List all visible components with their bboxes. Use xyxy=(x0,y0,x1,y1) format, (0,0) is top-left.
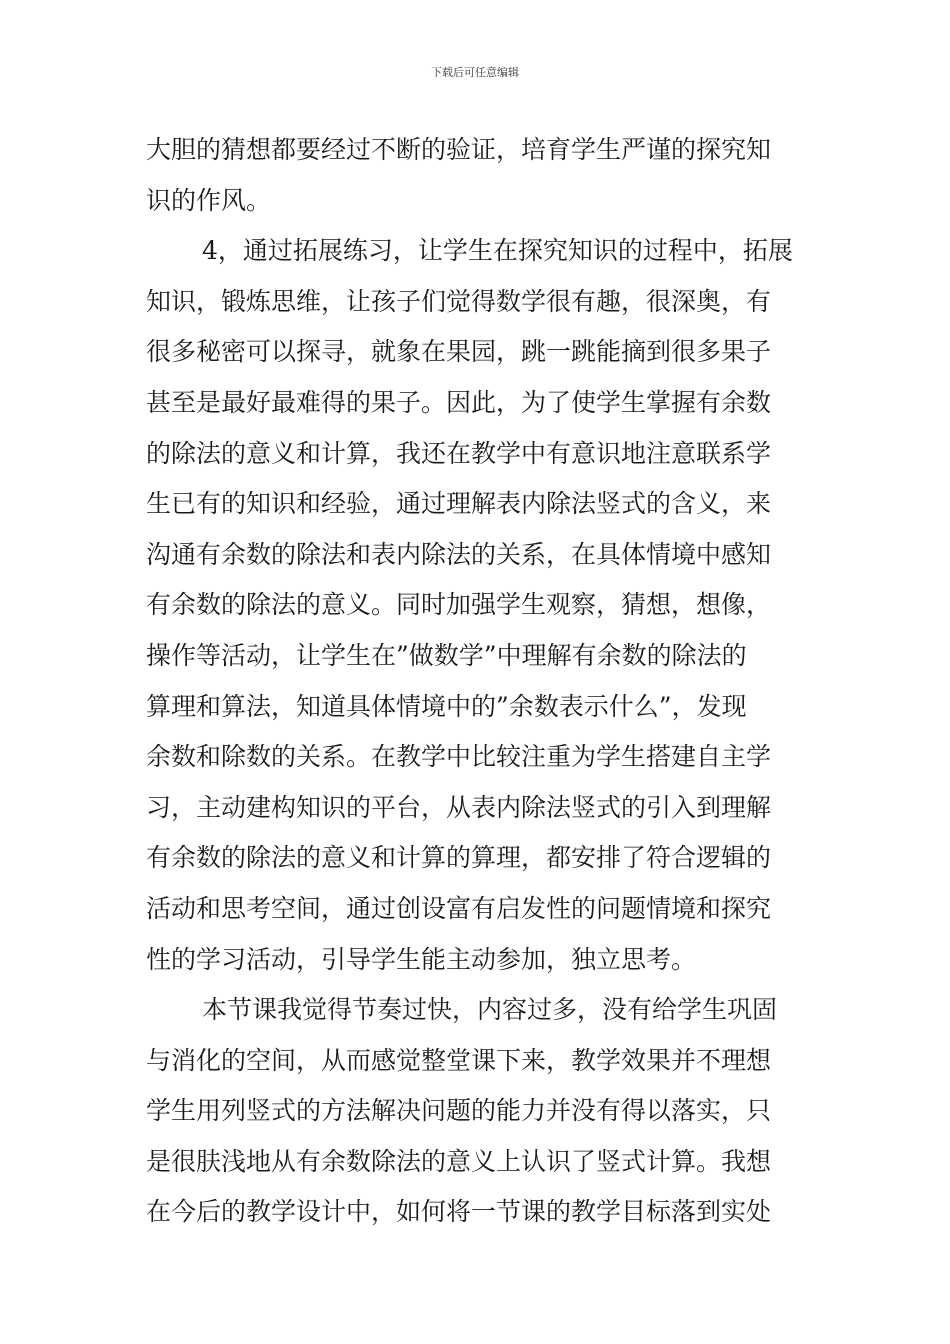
text-line: 沟通有余数的除法和表内除法的关系，在具体情境中感知 xyxy=(146,539,772,569)
text-line: 生已有的知识和经验，通过理解表内除法竖式的含义，来 xyxy=(146,489,772,519)
text-line: 识的作风。 xyxy=(146,185,272,215)
text-line: 算理和算法，知道具体情境中的”余数表示什么”，发现 xyxy=(146,691,747,721)
text-line: 的除法的意义和计算，我还在教学中有意识地注意联系学 xyxy=(146,438,772,468)
text-line: 与消化的空间，从而感觉整堂课下来，教学效果并不理想 xyxy=(146,1045,772,1075)
text-line: 知识，锻炼思维，让孩子们觉得数学很有趣，很深奥，有 xyxy=(146,286,772,316)
text-line: 习，主动建构知识的平台，从表内除法竖式的引入到理解 xyxy=(146,792,772,822)
text-line: 活动和思考空间，通过创设富有启发性的问题情境和探究 xyxy=(146,893,772,923)
text-line: 余数和除数的关系。在教学中比较注重为学生搭建自主学 xyxy=(146,742,772,772)
page-header: 下载后可任意编辑 xyxy=(431,66,519,79)
text-line: 学生用列竖式的方法解决问题的能力并没有得以落实，只 xyxy=(146,1096,772,1126)
text-line: 甚至是最好最难得的果子。因此，为了使学生掌握有余数 xyxy=(146,387,772,417)
text-line: 性的学习活动，引导学生能主动参加，独立思考。 xyxy=(146,944,697,974)
text-line: 操作等活动，让学生在”做数学”中理解有余数的除法的 xyxy=(146,640,747,670)
text-line: 有余数的除法的意义。同时加强学生观察，猜想，想像， xyxy=(146,590,772,620)
text-line: 是很肤浅地从有余数除法的意义上认识了竖式计算。我想 xyxy=(146,1146,772,1176)
text-line: 很多秘密可以探寻，就象在果园，跳一跳能摘到很多果子 xyxy=(146,337,772,367)
text-line: 在今后的教学设计中，如何将一节课的教学目标落到实处 xyxy=(146,1197,772,1227)
paragraph-start-line: 4，通过拓展练习，让学生在探究知识的过程中，拓展 xyxy=(202,236,793,266)
text-line: 大胆的猜想都要经过不断的验证，培育学生严谨的探究知 xyxy=(146,135,772,164)
text-line: 有余数的除法的意义和计算的算理，都安排了符合逻辑的 xyxy=(146,843,772,873)
paragraph-start-line: 本节课我觉得节奏过快，内容过多，没有给学生巩固 xyxy=(202,995,778,1025)
document-body xyxy=(146,125,810,1238)
